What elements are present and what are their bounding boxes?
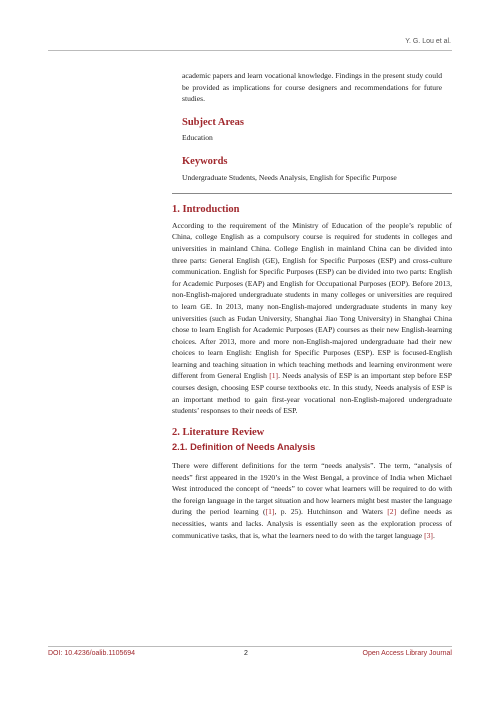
intro-text-b: . Needs analysis of ESP is an important step before ESP courses design, choosing ESP course textbooks etc. In this study, Needs analysis of ESP is an important method to gain first-year vocational non-English-majored undergraduate students’ responses to their needs of ESP.	[172, 371, 453, 416]
keywords-heading: Keywords	[182, 155, 228, 167]
page-content	[172, 70, 452, 541]
citation-link[interactable]: [1]	[265, 507, 275, 517]
header-divider	[48, 50, 452, 51]
abstract-block	[172, 70, 452, 183]
citation-link[interactable]: [1]	[269, 371, 279, 381]
page-number: 2	[244, 650, 248, 657]
running-header-author: Y. G. Lou et al.	[405, 38, 451, 45]
citation-link[interactable]: [2]	[387, 507, 397, 517]
footer-divider	[48, 646, 452, 647]
literature-paragraph	[172, 460, 452, 541]
definition-subheading: 2.1. Definition of Needs Analysis	[172, 442, 316, 453]
subject-areas-heading: Subject Areas	[182, 116, 244, 128]
literature-review-heading: 2. Literature Review	[172, 426, 265, 438]
keywords-value: Undergraduate Students, Needs Analysis, English for Specific Purpose	[182, 172, 397, 182]
intro-text-a: According to the requirement of the Ministry of Education of the people’s republic of China, college English as a compulsory course is required for students in colleges and universities in mainland China. College English in mainland China can be divided into three parts: General English (GE), English for Specific Purposes (ESP) and cross-culture communication. English for Specific Purposes (ESP) can be divided into two parts: English for Academic Purposes (EAP) and English for Occupational Purposes (EOP). Before 2013, non-English-majored undergraduate students in many colleges or universities are required to learn GE. In 2013, many non-English-majored undergraduate students in many key universities (such as Fudan University, Shanghai Jiao Tong University) in Shanghai China chose to learn English for Academic Purposes (EAP) courses as their new English-learning choices. After 2013, more and more non-English-majored undergraduate had their new choices to learn English: English for Specific Purposes (ESP). ESP is focused-English learning and teaching situation in which teaching methods and learning environment were different from General English	[172, 220, 452, 381]
introduction-paragraph	[172, 220, 452, 417]
abstract-divider	[172, 193, 452, 194]
doi-link[interactable]: DOI: 10.4236/oalib.1105694	[48, 650, 136, 657]
lit-text-d: .	[432, 530, 435, 540]
lit-text-c: define needs as necessities, wants and lacks. Analysis is essentially seen as the exploration process of communicative tasks, that is, what the learners need to do with the target language	[172, 507, 452, 540]
abstract-tail: academic papers and learn vocational knowledge. Findings in the present study could be provided as implications for course designers and recommendations for future studies.	[182, 71, 442, 104]
lit-text-a: There were different definitions for the term “needs analysis”. The term, “analysis of needs” first appeared in the 1920’s in the West Bengal, a province of India when Michael West introduced the concept of “needs” to cover what learners will be required to do with the foreign language in the target situation and how learners might best master the language during the period learning (	[172, 461, 452, 517]
introduction-heading: 1. Introduction	[172, 204, 240, 216]
citation-link[interactable]: [3]	[424, 530, 433, 540]
subject-areas-value: Education	[182, 133, 213, 143]
lit-text-b: , p. 25). Hutchinson and Waters	[274, 507, 388, 517]
journal-name: Open Access Library Journal	[362, 650, 452, 657]
